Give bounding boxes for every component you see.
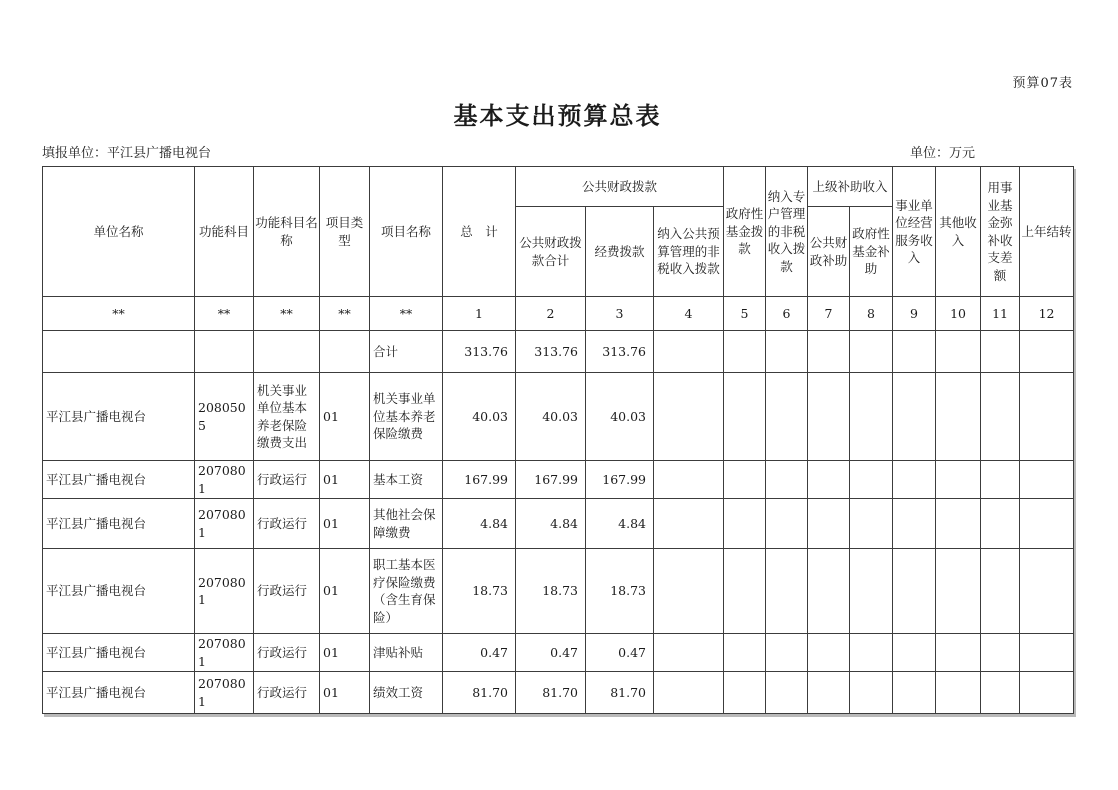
table-header [43, 167, 1074, 297]
table-cell: 基本工资 [370, 461, 443, 499]
table-cell: 3 [586, 297, 654, 331]
table-cell [766, 549, 808, 634]
table-cell: 01 [320, 461, 370, 499]
index-row [43, 297, 1074, 331]
table-cell [808, 461, 850, 499]
table-cell [654, 499, 724, 549]
table-cell [936, 672, 981, 714]
table-cell: 2080505 [195, 373, 254, 461]
table-cell: 5 [724, 297, 766, 331]
table-cell [654, 549, 724, 634]
table-cell: 167.99 [516, 461, 586, 499]
table-cell: 2070801 [195, 549, 254, 634]
table-cell: 18.73 [516, 549, 586, 634]
table-cell: 0.47 [516, 634, 586, 672]
table-cell [936, 634, 981, 672]
table-cell [893, 461, 936, 499]
table-cell [936, 549, 981, 634]
table-cell [981, 373, 1020, 461]
col-public-finance-subsidy: 公共财政补助 [808, 207, 850, 297]
table-cell: 12 [1020, 297, 1074, 331]
table-cell: 2070801 [195, 672, 254, 714]
table-cell [981, 331, 1020, 373]
table-cell [893, 373, 936, 461]
table-cell: 2070801 [195, 461, 254, 499]
col-group-public-finance: 公共财政拨款 [516, 167, 724, 207]
table-cell [43, 331, 195, 373]
table-cell: 40.03 [516, 373, 586, 461]
header-row-1 [43, 167, 1074, 207]
table-cell: 81.70 [516, 672, 586, 714]
table-cell [1020, 634, 1074, 672]
table-cell: ** [254, 297, 320, 331]
table-cell [850, 373, 893, 461]
table-cell: 01 [320, 549, 370, 634]
col-nontax-public-budget: 纳入公共预算管理的非税收入拨款 [654, 207, 724, 297]
col-other-income: 其他收入 [936, 167, 981, 297]
table-cell: 2070801 [195, 634, 254, 672]
table-cell [850, 672, 893, 714]
table-cell [893, 634, 936, 672]
table-cell: 81.70 [443, 672, 516, 714]
table-cell [1020, 672, 1074, 714]
table-cell [936, 461, 981, 499]
table-cell: 机关事业单位基本养老保险缴费 [370, 373, 443, 461]
table-cell: 01 [320, 672, 370, 714]
table-cell [1020, 331, 1074, 373]
table-cell: 10 [936, 297, 981, 331]
table-cell [850, 549, 893, 634]
unit-note: 单位：万元 [909, 146, 975, 161]
col-public-finance-total: 公共财政拨款合计 [516, 207, 586, 297]
table-cell [1020, 549, 1074, 634]
table-row [43, 331, 1074, 373]
table-cell: 行政运行 [254, 461, 320, 499]
table-cell [654, 331, 724, 373]
table-cell: 167.99 [586, 461, 654, 499]
table-cell: 行政运行 [254, 672, 320, 714]
table-cell [254, 331, 320, 373]
table-cell [850, 331, 893, 373]
table-cell [981, 672, 1020, 714]
table-cell: 平江县广播电视台 [43, 461, 195, 499]
table-cell [893, 672, 936, 714]
table-cell: ** [43, 297, 195, 331]
table-row [43, 373, 1074, 461]
col-operating-service-income: 事业单位经营服务收入 [893, 167, 936, 297]
table-cell: 40.03 [586, 373, 654, 461]
page-title: 基本支出预算总表 [453, 101, 662, 130]
table-cell: 18.73 [443, 549, 516, 634]
col-function-name: 功能科目名称 [254, 167, 320, 297]
table-cell: 4.84 [516, 499, 586, 549]
col-expense-allocation: 经费拨款 [586, 207, 654, 297]
table-cell: 81.70 [586, 672, 654, 714]
table-cell [981, 461, 1020, 499]
table-cell [808, 373, 850, 461]
col-group-superior-subsidy: 上级补助收入 [808, 167, 893, 207]
table-cell [808, 499, 850, 549]
table-row [43, 461, 1074, 499]
table-cell: 11 [981, 297, 1020, 331]
table-cell: 4.84 [586, 499, 654, 549]
table-cell: 职工基本医疗保险缴费（含生育保险） [370, 549, 443, 634]
table-row [43, 672, 1074, 714]
table-cell: 40.03 [443, 373, 516, 461]
table-cell: ** [320, 297, 370, 331]
table-cell: 313.76 [516, 331, 586, 373]
meta-row [42, 142, 1073, 161]
table-cell: 行政运行 [254, 549, 320, 634]
table-cell [893, 331, 936, 373]
table-cell: 绩效工资 [370, 672, 443, 714]
table-cell [1020, 499, 1074, 549]
table-cell [320, 331, 370, 373]
table-cell [1020, 461, 1074, 499]
table-cell [766, 672, 808, 714]
table-cell: 平江县广播电视台 [43, 499, 195, 549]
table-cell [808, 672, 850, 714]
table-cell [724, 373, 766, 461]
table-cell: ** [370, 297, 443, 331]
table-cell [893, 549, 936, 634]
table-cell [766, 499, 808, 549]
table-cell [766, 331, 808, 373]
table-cell [850, 634, 893, 672]
table-cell [654, 672, 724, 714]
table-cell [654, 461, 724, 499]
col-prev-year-carryover: 上年结转 [1020, 167, 1074, 297]
table-cell [808, 549, 850, 634]
table-cell: 4.84 [443, 499, 516, 549]
table-cell [936, 373, 981, 461]
table-cell [766, 373, 808, 461]
table-cell: 313.76 [586, 331, 654, 373]
table-cell [766, 634, 808, 672]
table-cell: 平江县广播电视台 [43, 373, 195, 461]
table-cell [850, 461, 893, 499]
table-cell [654, 373, 724, 461]
table-cell: 0.47 [443, 634, 516, 672]
form-code: 预算07表 [1012, 76, 1073, 91]
table-cell: 1 [443, 297, 516, 331]
table-cell: ** [195, 297, 254, 331]
table-cell [724, 331, 766, 373]
col-total: 总 计 [443, 167, 516, 297]
col-gov-fund-allocation: 政府性基金拨款 [724, 167, 766, 297]
table-cell: 其他社会保障缴费 [370, 499, 443, 549]
table-cell: 行政运行 [254, 499, 320, 549]
table-cell [724, 634, 766, 672]
table-cell: 01 [320, 499, 370, 549]
table-cell: 9 [893, 297, 936, 331]
table-cell: 7 [808, 297, 850, 331]
reporting-unit-label: 填报单位：平江县广播电视台 [42, 146, 212, 161]
table-cell: 01 [320, 373, 370, 461]
col-fund-offset: 用事业基金弥补收支差额 [981, 167, 1020, 297]
table-row [43, 634, 1074, 672]
col-function-code: 功能科目 [195, 167, 254, 297]
table-cell: 8 [850, 297, 893, 331]
table-cell: 平江县广播电视台 [43, 634, 195, 672]
table-cell [936, 499, 981, 549]
table-cell [981, 634, 1020, 672]
table-cell: 行政运行 [254, 634, 320, 672]
table-row [43, 499, 1074, 549]
col-project-type: 项目类型 [320, 167, 370, 297]
table-cell [893, 499, 936, 549]
table-row [43, 549, 1074, 634]
table-cell [766, 461, 808, 499]
budget-table [42, 166, 1074, 714]
table-cell: 2070801 [195, 499, 254, 549]
table-cell: 01 [320, 634, 370, 672]
table-cell: 平江县广播电视台 [43, 672, 195, 714]
table-cell [724, 672, 766, 714]
col-unit-name: 单位名称 [43, 167, 195, 297]
table-cell [981, 499, 1020, 549]
table-cell [1020, 373, 1074, 461]
col-project-name: 项目名称 [370, 167, 443, 297]
col-nontax-special-account: 纳入专户管理的非税收入拨款 [766, 167, 808, 297]
table-cell [724, 549, 766, 634]
table-cell [654, 634, 724, 672]
table-cell: 机关事业单位基本养老保险缴费支出 [254, 373, 320, 461]
table-cell [808, 331, 850, 373]
table-cell: 4 [654, 297, 724, 331]
table-cell [195, 331, 254, 373]
table-cell [936, 331, 981, 373]
table-cell: 0.47 [586, 634, 654, 672]
table-body [43, 297, 1074, 714]
table-cell: 合计 [370, 331, 443, 373]
table-cell: 313.76 [443, 331, 516, 373]
table-cell [808, 634, 850, 672]
col-gov-fund-subsidy: 政府性基金补助 [850, 207, 893, 297]
table-cell: 18.73 [586, 549, 654, 634]
table-cell [981, 549, 1020, 634]
table-cell [724, 461, 766, 499]
table-cell [850, 499, 893, 549]
table-cell: 平江县广播电视台 [43, 549, 195, 634]
table-cell: 167.99 [443, 461, 516, 499]
table-cell [724, 499, 766, 549]
table-cell: 6 [766, 297, 808, 331]
table-cell: 2 [516, 297, 586, 331]
table-cell: 津贴补贴 [370, 634, 443, 672]
